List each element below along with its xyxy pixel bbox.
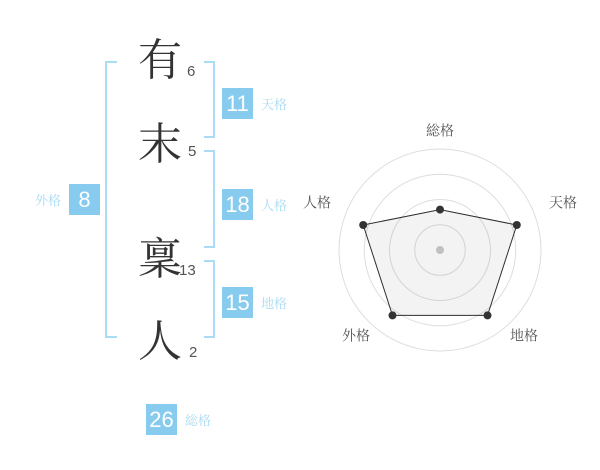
radar-axis-label: 人格: [303, 194, 331, 211]
radar-axis-label: 総格: [426, 122, 454, 139]
radar-series-polygon: [363, 210, 517, 316]
tenkaku-label: 天格: [261, 97, 288, 112]
jinkaku-badge-row: [222, 189, 287, 220]
radar-data-point: [513, 221, 521, 229]
soukaku-value-badge: 26: [146, 404, 177, 435]
tenkaku-bracket: [204, 61, 215, 138]
name-char-2: 末: [138, 120, 182, 169]
radar-data-point: [359, 221, 367, 229]
chikaku-label: 地格: [261, 296, 288, 311]
gaikaku-badge-row: [35, 184, 100, 215]
radar-data-point: [484, 311, 492, 319]
jinkaku-bracket: [204, 150, 215, 248]
radar-axis-label: 地格: [510, 327, 538, 344]
jinkaku-label: 人格: [261, 198, 288, 213]
radar-axis-label: 外格: [342, 327, 370, 344]
stroke-count-4: 2: [189, 344, 198, 361]
chikaku-bracket: [204, 260, 215, 338]
stroke-count-3: 13: [179, 262, 196, 279]
name-char-4: 人: [138, 317, 182, 366]
jinkaku-value-badge: 18: [222, 189, 253, 220]
stroke-count-1: 6: [187, 63, 196, 80]
name-char-1: 有: [138, 36, 182, 85]
soukaku-label: 総格: [185, 413, 212, 428]
gaikaku-bracket: [105, 61, 117, 338]
gaikaku-value-badge: 8: [69, 184, 100, 215]
tenkaku-value-badge: 11: [222, 88, 253, 119]
radar-data-point: [389, 311, 397, 319]
radar-data-point: [436, 206, 444, 214]
radar-chart: [300, 105, 585, 375]
soukaku-badge-row: [146, 404, 211, 435]
chikaku-badge-row: [222, 287, 287, 318]
radar-axis-label: 天格: [549, 194, 577, 211]
chikaku-value-badge: 15: [222, 287, 253, 318]
stroke-count-2: 5: [188, 143, 197, 160]
name-char-3: 稟: [138, 235, 182, 284]
tenkaku-badge-row: [222, 88, 287, 119]
gaikaku-label: 外格: [35, 193, 62, 208]
